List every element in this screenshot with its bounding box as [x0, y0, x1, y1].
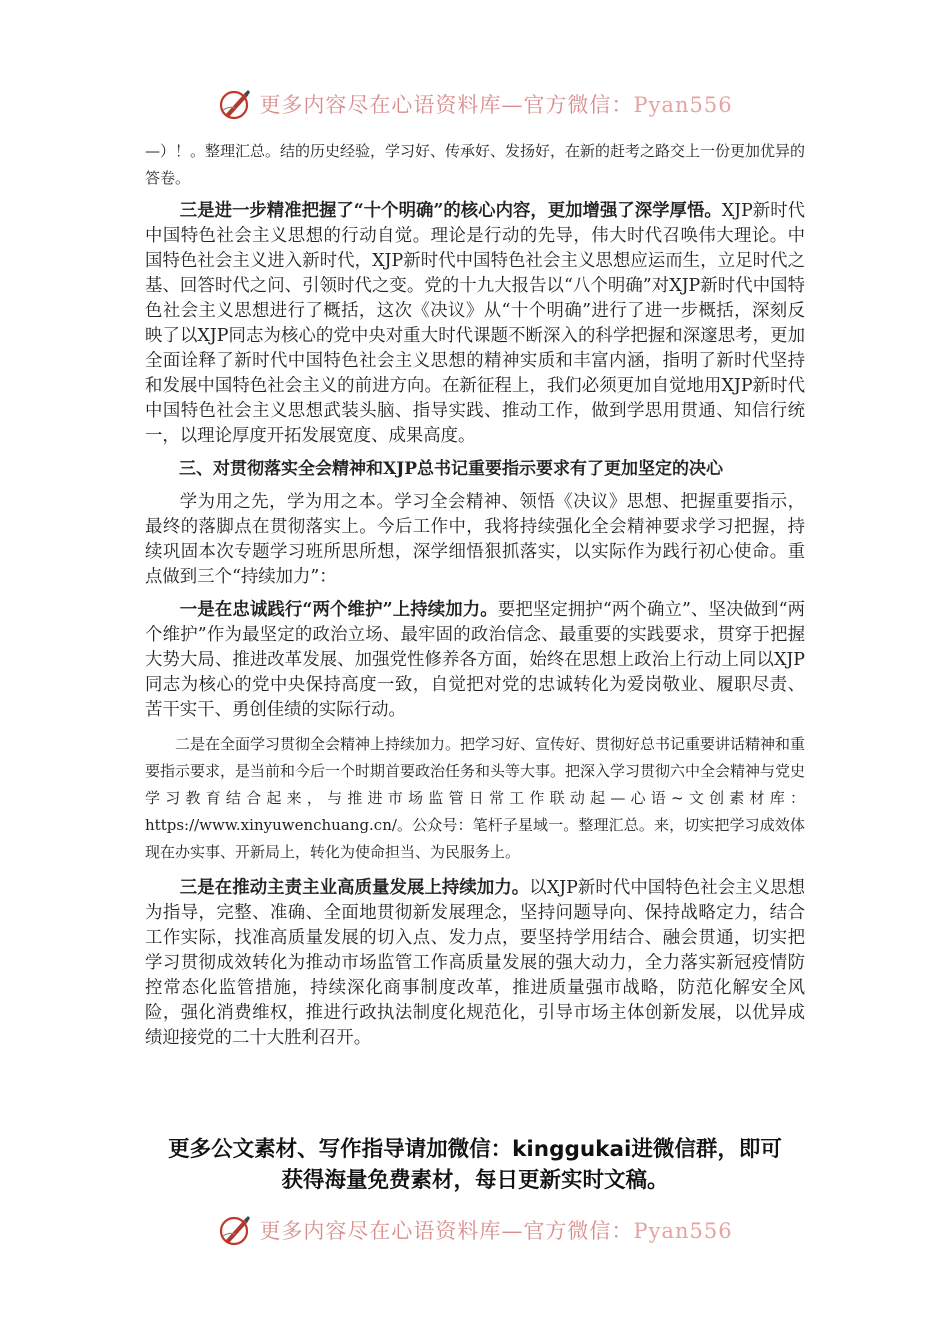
banner-wechat-label: 官方微信： — [523, 1219, 634, 1243]
paragraph-point-three — [145, 199, 805, 449]
pen-logo-icon — [217, 86, 253, 122]
banner-wechat-id: Pyan556 — [633, 93, 733, 117]
banner-title: 更多内容尽在心语资料库 — [259, 93, 502, 117]
paragraph-continuation: —）！。整理汇总。结的历史经验，学习好、传承好、发扬好，在新的赶考之路交上一份更加优异的答卷。 — [145, 142, 806, 187]
footer-promo — [140, 1134, 810, 1196]
banner-wechat-id: Pyan556 — [633, 1219, 733, 1243]
banner-text — [259, 1215, 732, 1245]
banner-wechat-label: 官方微信： — [523, 93, 634, 117]
document-body — [145, 138, 805, 1059]
pen-logo-icon — [217, 1212, 253, 1248]
paragraph-text: XJP新时代中国特色社会主义思想的行动自觉。理论是行动的先导，伟大时代召唤伟大理论。中国特色社会主义进入新时代，XJP新时代中国特色社会主义思想应运而生，立足时代之基、回答时代之问、引领时代之变。党的十九大报告以“八个明确”对XJP新时代中国特色社会主义思想进行了概括，这次《决议》从“十个明确”进行了进一步概括，深刻反映了以XJP同志为核心的党中央对重大时代课题不断深入的科学把握和深邃思考，更加全面诠释了新时代中国特色社会主义思想的精神实质和丰富内涵，指明了新时代坚持和发展中国特色社会主义的前进方向。在新征程上，我们必须更加自觉地用XJP新时代中国特色社会主义思想武装头脑、指导实践、推动工作，做到学思用贯通、知信行统一，以理论厚度开拓发展宽度、成果高度。 — [145, 201, 805, 446]
paragraph-point-two: 二是在全面学习贯彻全会精神上持续加力。把学习好、宣传好、贯彻好总书记重要讲话精神和重要指示要求，是当前和今后一个时期首要政治任务和头等大事。把深入学习贯彻六中全会精神与党史学习教育结合起来，与推进市场监管日常工作联动起—心语~文创素材库：https://www.xinyuwenchuang.cn/。公众号：笔杆子星域一。整理汇总。来，切实把学习成效体现在办实事、开新局上，转化为使命担当、为民服务上。 — [145, 735, 806, 861]
paragraph-point-three-action — [145, 876, 805, 1051]
section-heading: 三、对贯彻落实全会精神和XJP总书记重要指示要求有了更加坚定的决心 — [179, 459, 724, 479]
footer-banner — [0, 1208, 950, 1252]
paragraph-lead: 三是在推动主责主业高质量发展上持续加力。 — [179, 878, 530, 898]
paragraph-lead: 三是进一步精准把握了“十个明确”的核心内容，更加增强了深学厚悟。 — [179, 201, 722, 221]
paragraph-text: 要把坚定拥护“两个确立”、坚决做到“两个维护”作为最坚定的政治立场、最牢固的政治信念、最重要的实践要求，贯穿于把握大势大局、推进改革发展、加强党性修养各方面，始终在思想上政治上行动上同以XJP同志为核心的党中央保持高度一致，自觉把对党的忠诚转化为爱岗敬业、履职尽责、苦干实干、勇创佳绩的实际行动。 — [145, 600, 805, 720]
header-banner — [0, 82, 950, 126]
banner-separator: — — [501, 93, 524, 117]
footer-line-1: 更多公文素材、写作指导请加微信：kinggukai进微信群，即可 — [168, 1137, 782, 1162]
paragraph-intro: 学为用之先，学为用之本。学习全会精神、领悟《决议》思想、把握重要指示，最终的落脚点在贯彻落实上。今后工作中，我将持续强化全会精神要求学习把握，持续巩固本次专题学习班所思所想，深学细悟狠抓落实，以实际作为践行初心使命。重点做到三个“持续加力”： — [145, 492, 805, 587]
paragraph-text: 以XJP新时代中国特色社会主义思想为指导，完整、准确、全面地贯彻新发展理念，坚持问题导向、保持战略定力，结合工作实际，找准高质量发展的切入点、发力点，要坚持学用结合、融会贯通，切实把学习贯彻成效转化为推动市场监管工作高质量发展的强大动力，全力落实新冠疫情防控常态化监管措施，持续深化商事制度改革，推进质量强市战略，防范化解安全风险，强化消费维权，推进行政执法制度化规范化，引导市场主体创新发展，以优异成绩迎接党的二十大胜利召开。 — [145, 878, 805, 1048]
paragraph-lead: 一是在忠诚践行“两个维护”上持续加力。 — [179, 600, 498, 620]
banner-text — [259, 89, 732, 119]
banner-separator: — — [501, 1219, 524, 1243]
paragraph-point-one — [145, 598, 805, 723]
footer-line-2: 获得海量免费素材，每日更新实时文稿。 — [281, 1168, 669, 1193]
banner-title: 更多内容尽在心语资料库 — [259, 1219, 502, 1243]
